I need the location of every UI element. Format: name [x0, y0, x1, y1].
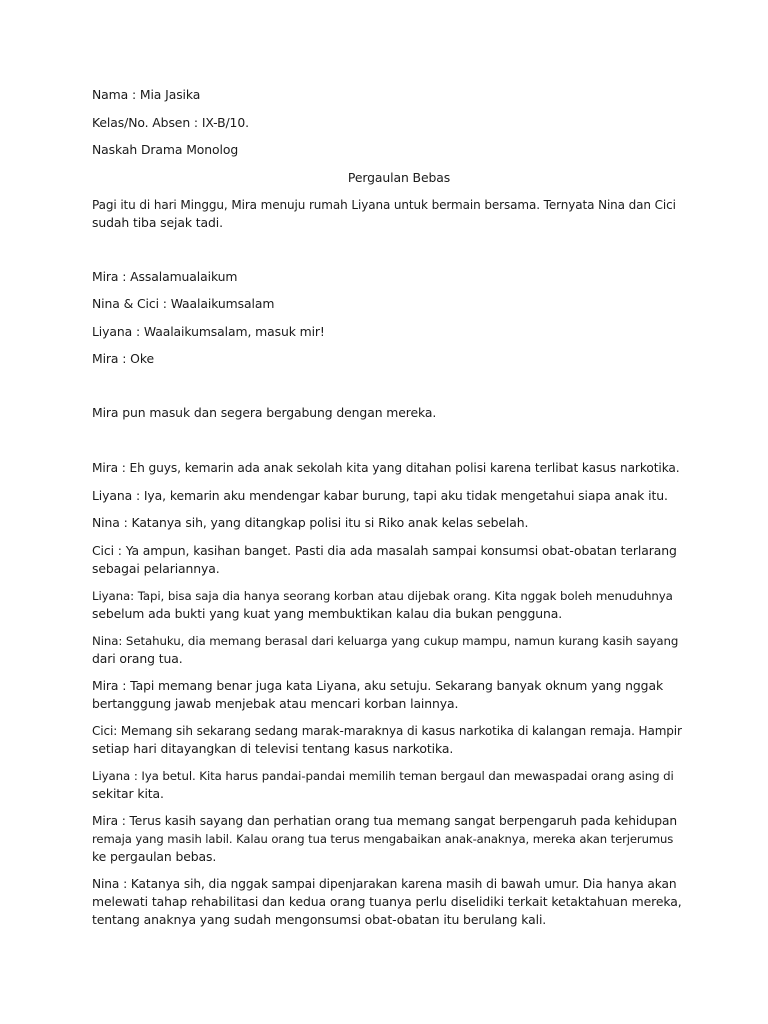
dialogue-line: Nina: Setahuku, dia memang berasal dari keluarga yang cukup mampu, namun kurang kasih sayang	[92, 634, 679, 648]
dialogue-line: tentang anaknya yang sudah mengonsumsi obat-obatan itu berulang kali.	[92, 912, 547, 927]
student-name: Nama : Mia Jasika	[92, 87, 201, 102]
dialogue-line: remaja yang masih labil. Kalau orang tua terus mengabaikan anak-anaknya, mereka akan terjerumus	[92, 832, 674, 846]
intro-line-1: Pagi itu di hari Minggu, Mira menuju rumah Liyana untuk bermain bersama. Ternyata Nina dan Cici	[92, 198, 676, 212]
dialogue-line: sebelum ada bukti yang kuat yang membuktikan kalau dia bukan pengguna.	[92, 606, 563, 621]
dialogue-line: Liyana : Waalaikumsalam, masuk mir!	[92, 324, 325, 339]
dialogue-line: Liyana : Iya betul. Kita harus pandai-pandai memilih teman bergaul dan mewaspadai orang asing di	[92, 769, 674, 783]
intro-line-2: sudah tiba sejak tadi.	[92, 215, 223, 230]
dialogue-line: Nina : Katanya sih, dia nggak sampai dipenjarakan karena masih di bawah umur. Dia hanya akan	[92, 877, 677, 891]
dialogue-line: sekitar kita.	[92, 786, 164, 801]
dialogue-line: setiap hari ditayangkan di televisi tentang kasus narkotika.	[92, 741, 454, 756]
dialogue-line: Mira : Oke	[92, 351, 154, 366]
dialogue-line: Nina & Cici : Waalaikumsalam	[92, 296, 275, 311]
script-title: Pergaulan Bebas	[347, 170, 451, 185]
dialogue-line: ke pergaulan bebas.	[92, 849, 217, 864]
script-type: Naskah Drama Monolog	[92, 142, 239, 157]
narration-line: Mira pun masuk dan segera bergabung dengan mereka.	[92, 405, 437, 420]
dialogue-line: Cici : Ya ampun, kasihan banget. Pasti dia ada masalah sampai konsumsi obat-obatan terlarang	[92, 543, 677, 558]
dialogue-line: Mira : Terus kasih sayang dan perhatian orang tua memang sangat berpengaruh pada kehidupan	[92, 814, 678, 828]
dialogue-line: melewati tahap rehabilitasi dan kedua orang tuanya perlu diselidiki terkait ketaktahuan mereka,	[92, 894, 682, 909]
dialogue-line: Mira : Tapi memang benar juga kata Liyana, aku setuju. Sekarang banyak oknum yang nggak	[92, 678, 664, 693]
dialogue-line: sebagai pelariannya.	[92, 561, 220, 576]
dialogue-line: bertanggung jawab menjebak atau mencari korban lainnya.	[92, 696, 459, 711]
dialogue-line: Mira : Eh guys, kemarin ada anak sekolah kita yang ditahan polisi karena terlibat kasus narkotika.	[92, 461, 680, 475]
dialogue-line: Nina : Katanya sih, yang ditangkap polisi itu si Riko anak kelas sebelah.	[92, 515, 529, 530]
dialogue-line: Mira : Assalamualaikum	[92, 269, 238, 284]
dialogue-line: dari orang tua.	[92, 651, 183, 666]
dialogue-line: Liyana: Tapi, bisa saja dia hanya seorang korban atau dijebak orang. Kita nggak boleh menuduhnya	[92, 589, 673, 603]
student-class: Kelas/No. Absen : IX-B/10.	[92, 115, 249, 130]
dialogue-line: Cici: Memang sih sekarang sedang marak-maraknya di kasus narkotika di kalangan remaja. Hampir	[92, 724, 682, 738]
dialogue-line: Liyana : Iya, kemarin aku mendengar kabar burung, tapi aku tidak mengetahui siapa anak itu.	[92, 488, 668, 503]
